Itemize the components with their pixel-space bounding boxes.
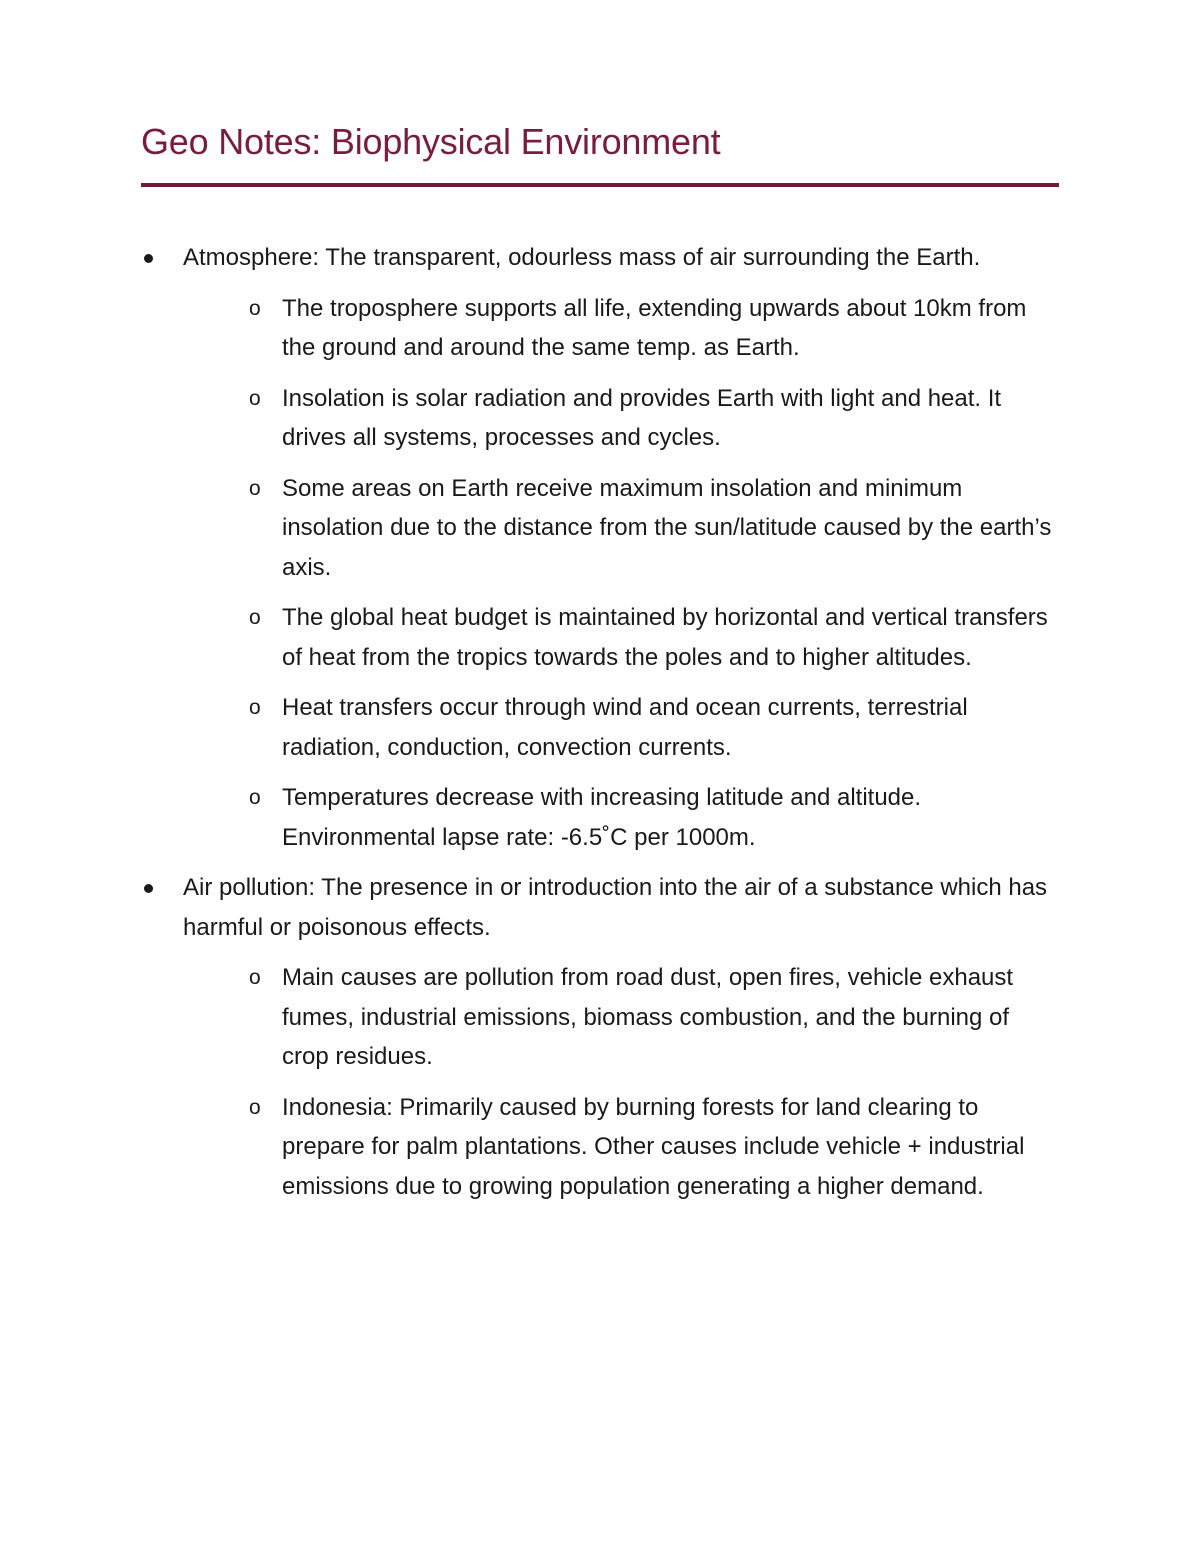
circle-bullet-icon: o	[249, 606, 261, 629]
circle-bullet-icon: o	[249, 696, 261, 719]
circle-bullet-icon: o	[249, 476, 261, 500]
sub-item-text: The troposphere supports all life, extending upwards about 10km from the ground and around the same temp. as Earth.	[282, 294, 1027, 361]
sub-item	[240, 688, 1059, 767]
bullet-item-air-pollution	[141, 868, 1059, 947]
document-page	[141, 118, 1059, 1217]
circle-bullet-icon: o	[249, 1095, 261, 1119]
sub-item	[240, 1088, 1059, 1207]
sub-item-text: Temperatures decrease with increasing latitude and altitude. Environmental lapse rate: -6.5˚C per 1000m.	[282, 784, 922, 851]
circle-bullet-icon: o	[249, 786, 261, 809]
notes-content	[141, 238, 1059, 1206]
sub-list-atmosphere	[141, 289, 1059, 858]
sub-item-text: Insolation is solar radiation and provides Earth with light and heat. It drives all systems, processes and cycles.	[282, 384, 1002, 451]
sub-item-text: Heat transfers occur through wind and ocean currents, terrestrial radiation, conduction, convection currents.	[282, 694, 968, 761]
sub-item-text: Main causes are pollution from road dust, open fires, vehicle exhaust fumes, industrial emissions, biomass combustion, and the burning of crop residues.	[282, 964, 1014, 1070]
sub-item-text: The global heat budget is maintained by horizontal and vertical transfers of heat from the tropics towards the poles and to higher altitudes.	[282, 604, 1048, 671]
sub-list-air-pollution	[141, 958, 1059, 1206]
sub-item-text: Indonesia: Primarily caused by burning forests for land clearing to prepare for palm plantations. Other causes include vehicle + industrial emissions due to growing population generating a higher demand.	[282, 1093, 1025, 1200]
sub-item	[240, 289, 1059, 368]
bullet-icon	[144, 884, 153, 893]
sub-item	[240, 778, 1059, 857]
bullet-text: Air pollution: The presence in or introduction into the air of a substance which has harmful or poisonous effects.	[183, 874, 1048, 941]
sub-item	[240, 469, 1059, 588]
circle-bullet-icon: o	[249, 386, 261, 410]
bullet-icon	[144, 254, 153, 263]
circle-bullet-icon: o	[249, 296, 261, 320]
document-title: Geo Notes: Biophysical Environment	[141, 121, 721, 162]
bullet-item-atmosphere	[141, 238, 1059, 278]
sub-item	[240, 598, 1059, 677]
sub-item	[240, 379, 1059, 458]
title-divider	[141, 183, 1059, 187]
circle-bullet-icon: o	[249, 966, 261, 989]
bullet-text: Atmosphere: The transparent, odourless mass of air surrounding the Earth.	[183, 244, 981, 271]
sub-item-text: Some areas on Earth receive maximum insolation and minimum insolation due to the distance from the sun/latitude caused by the earth’s axis.	[282, 474, 1052, 581]
sub-item	[240, 958, 1059, 1077]
